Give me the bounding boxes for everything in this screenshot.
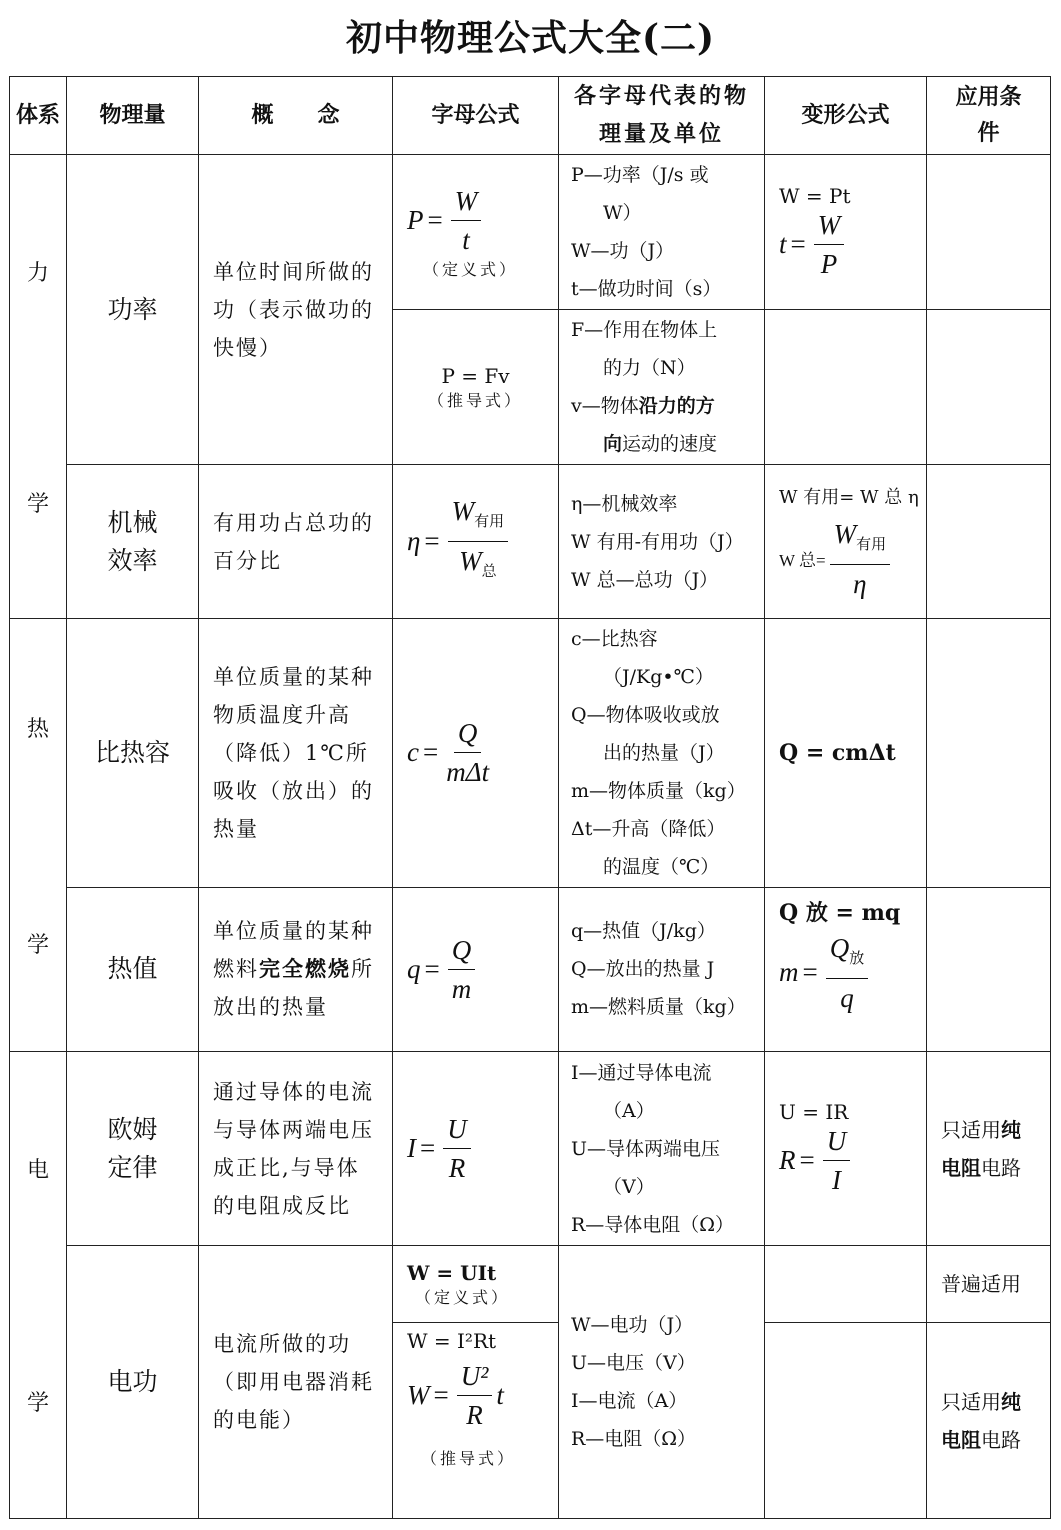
symbols-electric-work — [559, 1246, 765, 1519]
formula-text: W = UIt — [407, 1260, 497, 1285]
symbols-specific-heat — [559, 619, 765, 888]
concept-text: 单位质量的某种燃料 — [213, 919, 374, 982]
condition-text: 电路 — [981, 1427, 1021, 1452]
formula-note: （定义式） — [415, 1287, 511, 1307]
quantity-ohm — [67, 1052, 199, 1246]
formula-numerator: Q — [454, 716, 482, 753]
formula-denominator: R — [448, 1153, 466, 1183]
formula-numerator: W — [833, 518, 857, 549]
quantity-efficiency — [67, 465, 199, 619]
symbol-line: Q—放出的热量 J — [571, 958, 715, 981]
derived-ohm: U = IR R = $\frac{U}{I}$ — [765, 1052, 927, 1246]
formula-lhs: q — [407, 953, 421, 984]
formula-denominator: I — [831, 1165, 841, 1195]
symbol-line: R—导体电阻（Ω） — [571, 1213, 735, 1236]
symbol-line: W—功（J） — [571, 240, 675, 262]
formula-numerator: Q — [448, 933, 476, 970]
formula-note: （定义式） — [423, 260, 519, 279]
formula-denominator: mΔt — [446, 757, 490, 788]
formula-lhs: c — [407, 737, 419, 768]
formula-subscript: 有用 — [856, 536, 887, 553]
condition-emphasis: 纯 — [1001, 1389, 1021, 1414]
formula-lhs: R — [779, 1145, 796, 1175]
symbol-line: q—热值（J/kg） — [571, 920, 716, 943]
derived-specific-heat: Q = cmΔt — [765, 619, 927, 888]
formula-text: P = Fv — [441, 363, 510, 388]
quantity-specific-heat: 比热容 — [67, 619, 199, 888]
formula-lhs: η — [407, 526, 421, 556]
derived-heat-value: Q 放 = mq m = $\frac{Q_放}{q}$ — [765, 887, 927, 1051]
condition-text: 电路 — [981, 1155, 1021, 1180]
formula-numerator: U — [823, 1124, 851, 1161]
header-formula: 字母公式 — [393, 77, 559, 155]
quantity-power: 功率 — [67, 155, 199, 465]
concept-electric-work: 电流所做的功（即用电器消耗的电能） — [199, 1246, 393, 1519]
formula-numerator: W — [814, 208, 845, 245]
formula-denominator: m — [451, 973, 472, 1004]
system-electricity — [10, 1052, 67, 1519]
condition-emphasis: 电阻 — [941, 1427, 981, 1452]
derived-power: W = Pt t = $\frac{W}{P}$ — [765, 155, 927, 310]
symbols-power-derived — [559, 310, 765, 465]
quantity-line: 机械 — [107, 507, 158, 537]
formula-ohm: I = $\frac{U}{R}$ — [393, 1052, 559, 1246]
symbol-line: c—比热容 — [571, 627, 658, 650]
formula-note: （推导式） — [421, 1449, 517, 1468]
formula-work-def — [393, 1246, 559, 1323]
formula-lhs: m — [779, 957, 799, 988]
condition-work-general: 普遍适用 — [927, 1246, 1051, 1323]
quantity-line: 效率 — [107, 545, 158, 575]
system-char: 学 — [26, 1391, 49, 1416]
derived-line: Q 放 = mq — [779, 899, 901, 926]
formula-text: W = I²Rt — [407, 1329, 497, 1353]
formula-denominator: q — [840, 982, 854, 1013]
symbol-line: 运动的速度 — [622, 433, 718, 455]
concept-emphasis: 完全燃烧 — [259, 956, 351, 982]
header-condition: 应用条件 — [927, 77, 1051, 155]
formula-lhs: t — [779, 228, 787, 259]
symbol-line: （A） — [603, 1099, 655, 1122]
formula-specific-heat: c = $\frac{Q}{\text{mΔt}}$ — [393, 619, 559, 888]
symbol-line: W） — [603, 202, 642, 224]
symbol-line: W 总—总功（J） — [571, 568, 719, 591]
symbols-power-def — [559, 155, 765, 310]
system-mechanics — [10, 155, 67, 619]
formula-tail: t — [496, 1380, 504, 1410]
formula-lhs: W — [407, 1380, 430, 1410]
derived-empty — [765, 310, 927, 465]
system-char: 力 — [26, 260, 49, 286]
symbol-line: Δt—升高（降低） — [571, 817, 726, 840]
table-row — [10, 155, 1051, 310]
formula-numerator: U — [443, 1112, 471, 1149]
symbol-emphasis: 沿力的方 — [638, 395, 715, 417]
concept-efficiency: 有用功占总功的百分比 — [199, 465, 393, 619]
formula-numerator: W — [451, 496, 475, 526]
symbols-heat-value — [559, 887, 765, 1051]
formula-work-derived: W = I²Rt W = $\frac{\text{U²}}{R}$ t （推导式） — [393, 1323, 559, 1519]
header-system: 体系 — [10, 77, 67, 155]
symbol-line: （V） — [603, 1175, 655, 1198]
quantity-line: 定律 — [107, 1152, 158, 1182]
formula-numerator: Q — [829, 932, 850, 963]
formula-denominator: η — [853, 568, 867, 599]
concept-ohm: 通过导体的电流与导体两端电压成正比,与导体的电阻成反比 — [199, 1052, 393, 1246]
derived-line: W 有用= W 总 η — [779, 486, 919, 508]
symbol-line: W—电功（J） — [571, 1314, 694, 1336]
derived-line: U = IR — [779, 1100, 849, 1124]
symbol-line: （J/Kg•℃） — [603, 665, 714, 688]
header-symbols: 各字母代表的物理量及单位 — [559, 77, 765, 155]
formula-subscript: 放 — [849, 950, 865, 967]
quantity-electric-work: 电功 — [67, 1246, 199, 1519]
symbol-line: t—做功时间（s） — [571, 278, 722, 300]
system-char: 学 — [26, 491, 49, 517]
symbol-line: U—导体两端电压 — [571, 1137, 721, 1160]
symbol-line: 的温度（℃） — [603, 855, 720, 878]
symbol-line: R—电阻（Ω） — [571, 1428, 697, 1450]
concept-text: 所放出的热量 — [213, 957, 374, 1020]
condition-emphasis: 纯 — [1001, 1117, 1021, 1142]
condition-work-resistive — [927, 1323, 1051, 1519]
symbol-line: I—通过导体电流 — [571, 1061, 712, 1084]
condition-empty — [927, 465, 1051, 619]
table-row — [10, 465, 1051, 619]
table-row — [10, 619, 1051, 888]
table-row — [10, 1052, 1051, 1246]
condition-empty — [927, 310, 1051, 465]
concept-heat-value — [199, 887, 393, 1051]
formula-denominator: R — [466, 1400, 483, 1430]
symbols-efficiency — [559, 465, 765, 619]
condition-text: 只适用 — [941, 1389, 1001, 1414]
symbol-line: v—物体 — [571, 395, 639, 417]
system-char: 学 — [26, 932, 49, 958]
formula-power-def: P = $\frac{W}{t}$ （定义式） — [393, 155, 559, 310]
formula-numerator: W — [451, 184, 482, 221]
formula-subscript: 有用 — [474, 514, 505, 530]
derived-empty — [765, 1323, 927, 1519]
formula-denominator: P — [820, 248, 838, 279]
table-row — [10, 1246, 1051, 1323]
formula-numerator: U² — [457, 1359, 493, 1396]
formula-heat-value: q = $\frac{Q}{m}$ — [393, 887, 559, 1051]
symbol-line: P—功率（J/s 或 — [571, 164, 709, 186]
system-char: 电 — [26, 1158, 49, 1183]
formula-power-derived — [393, 310, 559, 465]
derived-line: W = Pt — [779, 183, 851, 208]
symbol-line: Q—物体吸收或放 — [571, 703, 720, 726]
formula-table — [9, 76, 1051, 1519]
symbol-line: F—作用在物体上 — [571, 319, 718, 341]
header-concept: 概 念 — [199, 77, 393, 155]
symbol-line: I—电流（A） — [571, 1390, 688, 1412]
formula-lhs: W 总= — [779, 551, 826, 570]
symbol-line: m—燃料质量（kg） — [571, 996, 746, 1019]
page-title: 初中物理公式大全(二) — [345, 17, 716, 59]
formula-denominator: t — [462, 225, 470, 255]
system-heat — [10, 619, 67, 1052]
symbol-line: W 有用-有用功（J） — [571, 530, 744, 553]
formula-note: （推导式） — [427, 390, 523, 410]
symbol-emphasis: 向 — [603, 433, 623, 455]
header-row — [10, 77, 1051, 155]
symbol-line: 出的热量（J） — [603, 741, 725, 764]
concept-specific-heat: 单位质量的某种物质温度升高（降低）1℃所吸收（放出）的热量 — [199, 619, 393, 888]
symbol-line: U—电压（V） — [571, 1352, 696, 1374]
condition-ohm — [927, 1052, 1051, 1246]
derived-efficiency — [765, 465, 927, 619]
formula-denominator: W — [459, 546, 482, 576]
condition-emphasis: 电阻 — [941, 1155, 981, 1180]
condition-empty — [927, 619, 1051, 888]
derived-empty — [765, 1246, 927, 1323]
formula-lhs: P — [407, 205, 424, 235]
condition-text: 只适用 — [941, 1117, 1001, 1142]
header-quantity: 物理量 — [67, 77, 199, 155]
symbol-line: m—物体质量（kg） — [571, 779, 746, 802]
symbols-ohm — [559, 1052, 765, 1246]
system-char: 热 — [26, 716, 49, 742]
symbol-line: η—机械效率 — [571, 492, 678, 515]
table-row — [10, 887, 1051, 1051]
formula-subscript: 总 — [481, 564, 497, 580]
symbol-line: 的力（N） — [603, 357, 696, 379]
formula-lhs: I — [407, 1133, 416, 1163]
condition-empty — [927, 155, 1051, 310]
formula-efficiency: η = $\frac{W_{有用}}{W_总}$ — [393, 465, 559, 619]
concept-power: 单位时间所做的功（表示做功的快慢） — [199, 155, 393, 465]
quantity-heat-value: 热值 — [67, 887, 199, 1051]
header-derived: 变形公式 — [765, 77, 927, 155]
condition-empty — [927, 887, 1051, 1051]
quantity-line: 欧姆 — [107, 1114, 158, 1144]
